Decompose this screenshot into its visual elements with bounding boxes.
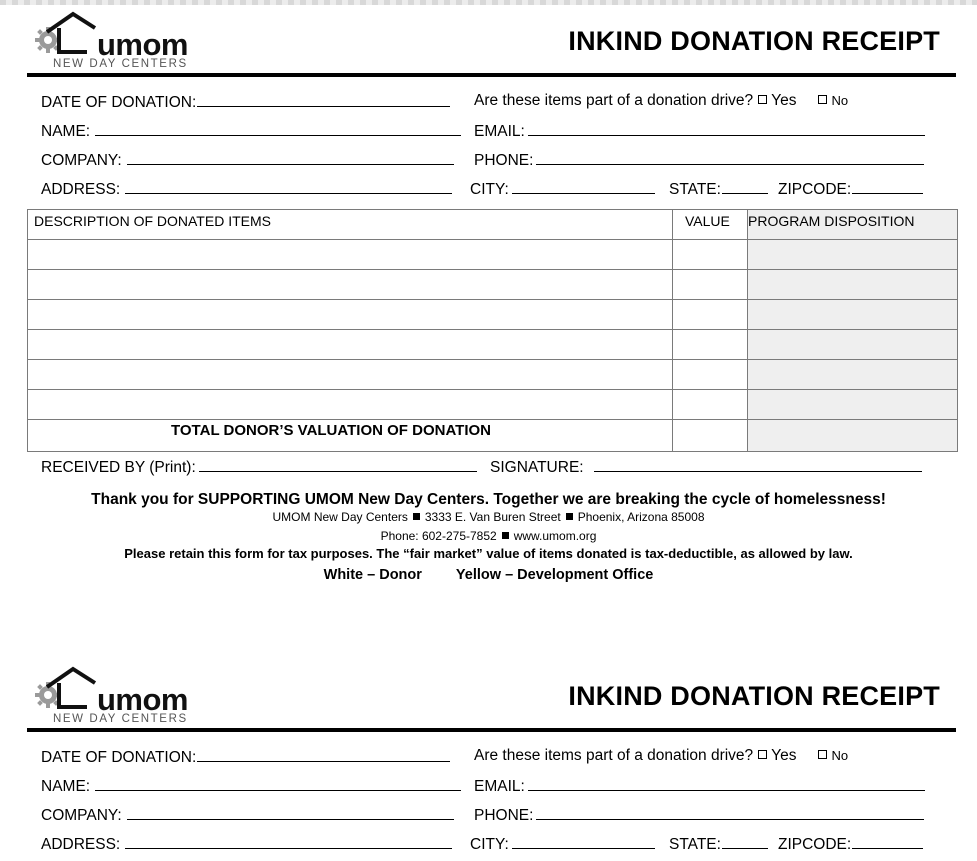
contact-line	[0, 529, 977, 543]
logo-wordmark: umom	[97, 682, 188, 717]
org-name: UMOM New Day Centers	[272, 510, 408, 524]
donated-items-table	[27, 209, 958, 452]
signature-field[interactable]	[490, 457, 922, 477]
email-field[interactable]	[474, 776, 925, 796]
date-input-line[interactable]	[197, 92, 450, 107]
copy-distribution	[0, 567, 977, 583]
table-header-row	[28, 210, 958, 240]
date-label: DATE OF DONATION:	[41, 749, 197, 766]
date-of-donation-field[interactable]	[41, 747, 450, 767]
page-title: INKIND DONATION RECEIPT	[568, 26, 940, 56]
table-row	[28, 240, 958, 270]
disposition-cell	[748, 360, 958, 390]
phone-field[interactable]	[474, 805, 924, 825]
thank-you-message: Thank you for SUPPORTING UMOM New Day Centers. Together we are breaking the cycle of homelessness!	[91, 491, 886, 508]
address-field[interactable]	[41, 834, 452, 854]
city-label: CITY:	[470, 181, 509, 198]
donation-drive-question	[474, 92, 848, 110]
receipt-form-2	[0, 655, 977, 861]
zipcode-label: ZIPCODE:	[778, 836, 852, 853]
date-label: DATE OF DONATION:	[41, 94, 197, 111]
signature-input-line[interactable]	[594, 457, 922, 472]
name-label: NAME:	[41, 778, 91, 795]
name-input-line[interactable]	[95, 121, 461, 136]
email-input-line[interactable]	[528, 121, 925, 136]
program-disposition-header: PROGRAM DISPOSITION	[748, 210, 958, 240]
table-row	[28, 390, 958, 420]
email-field[interactable]	[474, 121, 925, 141]
copy-yellow-label: Yellow – Development Office	[455, 567, 654, 583]
value-header: VALUE	[673, 210, 748, 240]
no-checkbox[interactable]	[818, 95, 827, 104]
table-row	[28, 360, 958, 390]
drive-question-label: Are these items part of a donation drive?	[474, 92, 754, 109]
yes-label: Yes	[771, 92, 797, 109]
zipcode-field[interactable]	[778, 834, 923, 854]
description-cell[interactable]	[28, 270, 673, 300]
email-label: EMAIL:	[474, 778, 525, 795]
state-field[interactable]	[669, 834, 768, 854]
description-cell[interactable]	[28, 300, 673, 330]
yes-checkbox[interactable]	[758, 750, 767, 759]
city-input-line[interactable]	[512, 179, 655, 194]
disposition-cell	[748, 300, 958, 330]
title-rule	[27, 73, 956, 77]
received-by-input-line[interactable]	[199, 457, 477, 472]
company-input-line[interactable]	[127, 805, 454, 820]
tax-note: Please retain this form for tax purposes. The “fair market” value of items donated is tax-deductible, as allowed by law.	[124, 546, 853, 561]
value-cell[interactable]	[673, 270, 748, 300]
bullet-square-icon	[502, 532, 509, 539]
state-label: STATE:	[669, 836, 721, 853]
table-row	[28, 330, 958, 360]
table-row	[28, 270, 958, 300]
state-field[interactable]	[669, 179, 768, 199]
value-cell[interactable]	[673, 300, 748, 330]
city-input-line[interactable]	[512, 834, 655, 849]
phone-label: PHONE:	[474, 152, 534, 169]
state-label: STATE:	[669, 181, 721, 198]
signature-label: SIGNATURE:	[490, 459, 584, 476]
company-label: COMPANY:	[41, 152, 122, 169]
drive-question-label: Are these items part of a donation drive?	[474, 747, 754, 764]
total-valuation-label: TOTAL DONOR’S VALUATION OF DONATION	[28, 420, 673, 452]
website-link[interactable]: www.umom.org	[513, 529, 597, 543]
zipcode-input-line[interactable]	[852, 179, 923, 194]
bullet-square-icon	[566, 513, 573, 520]
address-field[interactable]	[41, 179, 452, 199]
description-cell[interactable]	[28, 390, 673, 420]
disposition-cell	[748, 330, 958, 360]
name-input-line[interactable]	[95, 776, 461, 791]
description-cell[interactable]	[28, 360, 673, 390]
description-cell[interactable]	[28, 330, 673, 360]
email-input-line[interactable]	[528, 776, 925, 791]
address-label: ADDRESS:	[41, 836, 121, 853]
state-input-line[interactable]	[722, 834, 768, 849]
no-label: No	[831, 748, 849, 763]
address-label: ADDRESS:	[41, 181, 121, 198]
title-rule	[27, 728, 956, 732]
city-field[interactable]	[470, 179, 655, 199]
phone-number: Phone: 602-275-7852	[380, 529, 497, 543]
logo-tagline: NEW DAY CENTERS	[53, 713, 188, 725]
page-title: INKIND DONATION RECEIPT	[568, 681, 940, 711]
received-by-label: RECEIVED BY (Print):	[41, 459, 196, 476]
yes-checkbox[interactable]	[758, 95, 767, 104]
table-row	[28, 300, 958, 330]
name-field[interactable]	[41, 121, 461, 141]
phone-input-line[interactable]	[536, 805, 924, 820]
value-cell[interactable]	[673, 240, 748, 270]
copy-white-label: White – Donor	[323, 567, 422, 583]
bullet-square-icon	[413, 513, 420, 520]
description-cell[interactable]	[28, 240, 673, 270]
city-field[interactable]	[470, 834, 655, 854]
donation-drive-question	[474, 747, 848, 765]
disposition-cell	[748, 240, 958, 270]
total-row	[28, 420, 958, 452]
description-header: DESCRIPTION OF DONATED ITEMS	[28, 210, 673, 240]
phone-input-line[interactable]	[536, 150, 924, 165]
email-label: EMAIL:	[474, 123, 525, 140]
date-of-donation-field[interactable]	[41, 92, 450, 112]
name-field[interactable]	[41, 776, 461, 796]
total-disposition-cell	[748, 420, 958, 452]
phone-label: PHONE:	[474, 807, 534, 824]
street-address: 3333 E. Van Buren Street	[424, 510, 561, 524]
umom-logo	[33, 10, 193, 72]
zipcode-input-line[interactable]	[852, 834, 923, 849]
umom-logo	[33, 665, 193, 727]
disposition-cell	[748, 390, 958, 420]
disposition-cell	[748, 270, 958, 300]
date-input-line[interactable]	[197, 747, 450, 762]
value-cell[interactable]	[673, 390, 748, 420]
logo-tagline: NEW DAY CENTERS	[53, 58, 188, 70]
name-label: NAME:	[41, 123, 91, 140]
zipcode-field[interactable]	[778, 179, 923, 199]
phone-field[interactable]	[474, 150, 924, 170]
address-input-line[interactable]	[125, 834, 452, 849]
logo-wordmark: umom	[97, 27, 188, 62]
zipcode-label: ZIPCODE:	[778, 181, 852, 198]
value-cell[interactable]	[673, 360, 748, 390]
no-checkbox[interactable]	[818, 750, 827, 759]
address-input-line[interactable]	[125, 179, 452, 194]
address-line	[0, 510, 977, 524]
city-label: CITY:	[470, 836, 509, 853]
house-gear-icon	[33, 665, 97, 715]
house-gear-icon	[33, 10, 97, 60]
company-label: COMPANY:	[41, 807, 122, 824]
city-state-zip: Phoenix, Arizona 85008	[577, 510, 705, 524]
state-input-line[interactable]	[722, 179, 768, 194]
received-by-field[interactable]	[41, 457, 477, 477]
value-cell[interactable]	[673, 330, 748, 360]
company-field[interactable]	[41, 150, 454, 170]
total-value-cell[interactable]	[673, 420, 748, 452]
company-input-line[interactable]	[127, 150, 454, 165]
no-label: No	[831, 93, 849, 108]
company-field[interactable]	[41, 805, 454, 825]
yes-label: Yes	[771, 747, 797, 764]
